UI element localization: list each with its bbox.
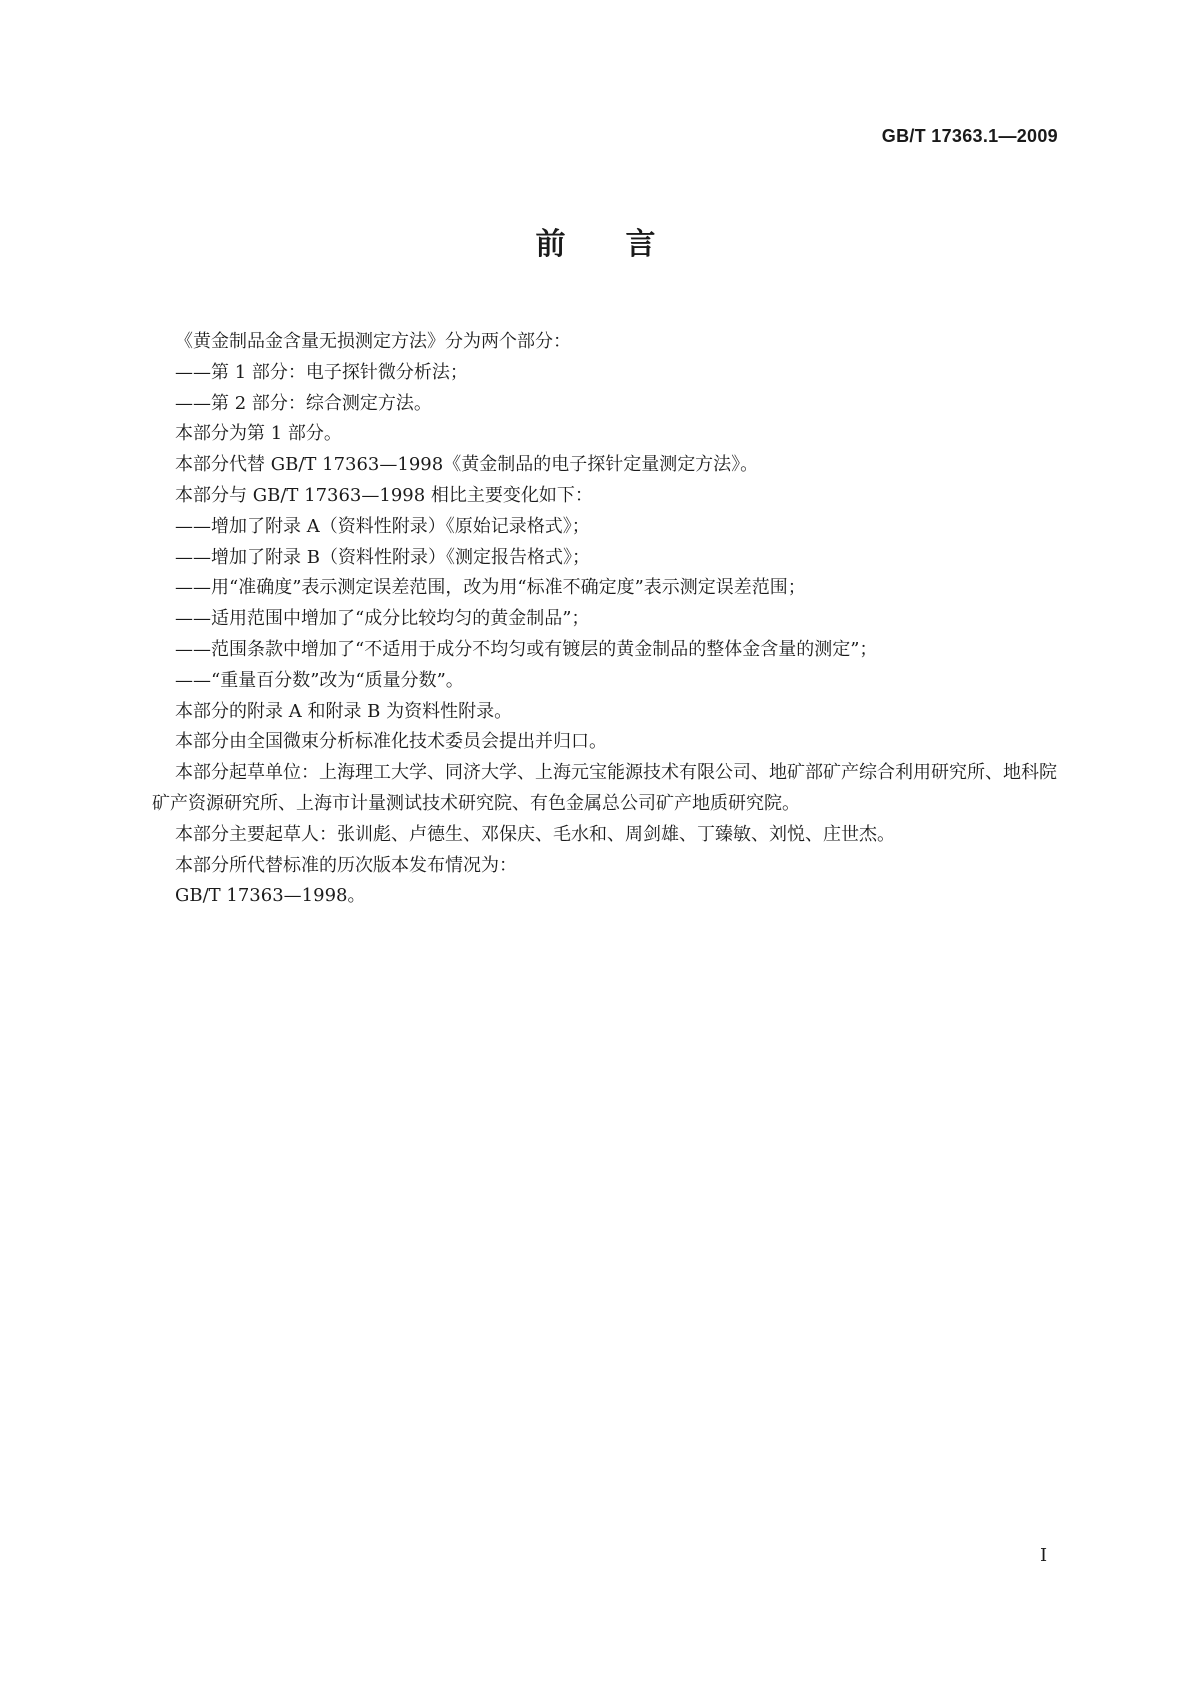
part-item: ——第 2 部分：综合测定方法。 — [175, 392, 432, 414]
drafting-units-paragraph: 本部分起草单位：上海理工大学、同济大学、上海元宝能源技术有限公司、地矿部矿产综合利用研究所、地科院矿产资源研究所、上海市计量测试技术研究院、有色金属总公司矿产地质研究院。 — [152, 762, 1057, 814]
part-item: ——第 1 部分：电子探针微分析法； — [175, 361, 468, 383]
change-item: ——用“准确度”表示测定误差范围，改为用“标准不确定度”表示测定误差范围； — [175, 577, 806, 599]
foreword-body — [152, 327, 1057, 912]
changes-intro-paragraph: 本部分与 GB/T 17363—1998 相比主要变化如下： — [175, 484, 593, 506]
change-item: ——“重量百分数”改为“质量分数”。 — [175, 669, 464, 691]
page-title: 前言 — [535, 227, 716, 262]
change-item: ——范围条款中增加了“不适用于成分不均匀或有镀层的黄金制品的整体金含量的测定”； — [175, 638, 878, 660]
history-intro-paragraph: 本部分所代替标准的历次版本发布情况为： — [175, 854, 517, 876]
standard-number: GB/T 17363.1—2009 — [881, 126, 1058, 146]
this-part-paragraph: 本部分为第 1 部分。 — [175, 423, 342, 445]
page-number: I — [1040, 1545, 1048, 1566]
intro-paragraph: 《黄金制品金含量无损测定方法》分为两个部分： — [175, 331, 571, 352]
replaces-paragraph: 本部分代替 GB/T 17363—1998《黄金制品的电子探针定量测定方法》。 — [175, 454, 759, 476]
annex-note-paragraph: 本部分的附录 A 和附录 B 为资料性附录。 — [175, 700, 513, 722]
history-versions-paragraph: GB/T 17363—1998。 — [175, 885, 366, 907]
change-item: ——增加了附录 B（资料性附录）《测定报告格式》； — [175, 546, 590, 568]
drafters-paragraph: 本部分主要起草人：张训彪、卢德生、邓保庆、毛水和、周剑雄、丁臻敏、刘悦、庄世杰。 — [175, 823, 895, 845]
change-item: ——适用范围中增加了“成分比较均匀的黄金制品”； — [175, 608, 590, 630]
proposed-by-paragraph: 本部分由全国微束分析标准化技术委员会提出并归口。 — [175, 731, 607, 753]
change-item: ——增加了附录 A（资料性附录）《原始记录格式》； — [175, 515, 590, 537]
